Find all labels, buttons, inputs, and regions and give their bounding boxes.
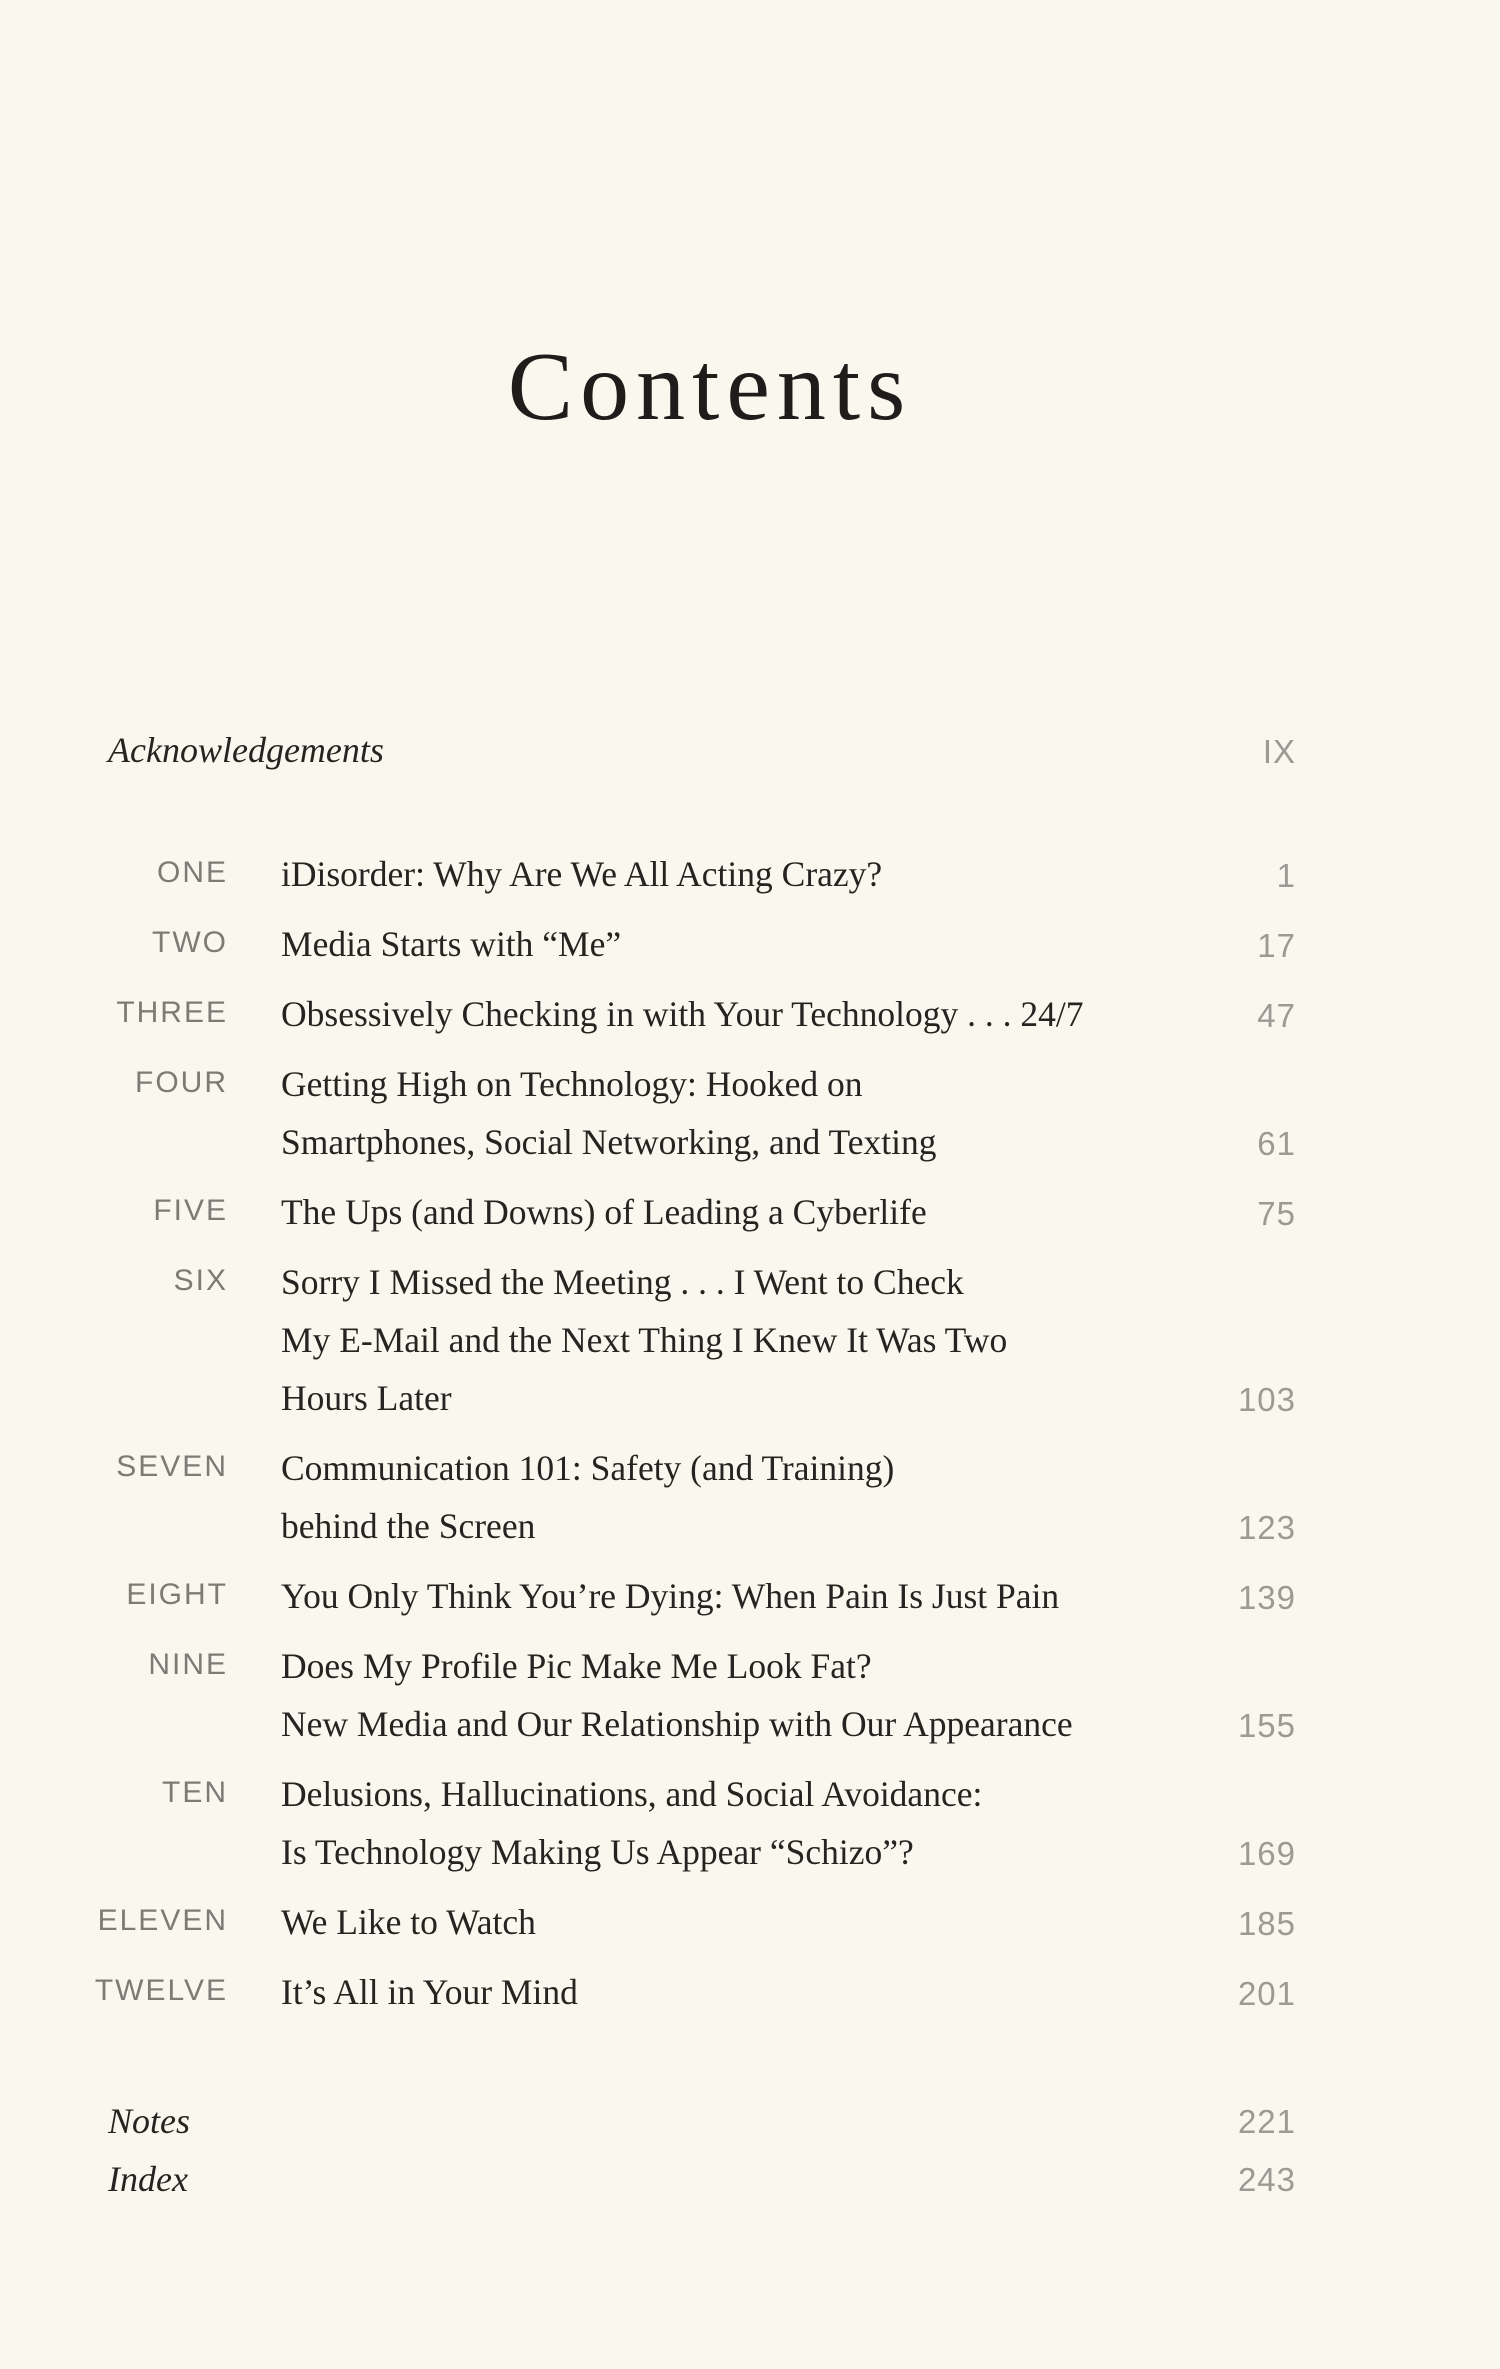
chapter-number: ONE — [156, 856, 228, 889]
chapter-page: 75 — [1257, 1195, 1296, 1232]
chapter-number: FOUR — [135, 1066, 228, 1099]
chapter-title-line: New Media and Our Relationship with Our Appearance — [281, 1704, 1073, 1744]
chapter-page: 185 — [1237, 1905, 1296, 1942]
page-title: Contents — [507, 333, 913, 441]
chapter-number: FIVE — [153, 1194, 228, 1227]
chapter-number: SIX — [173, 1264, 228, 1297]
front-matter-page: IX — [1262, 733, 1296, 770]
chapter-number: THREE — [116, 996, 228, 1029]
chapter-title-line: behind the Screen — [281, 1506, 536, 1546]
back-matter-page: 221 — [1237, 2103, 1296, 2140]
chapter-title-line: It’s All in Your Mind — [281, 1972, 578, 2012]
chapter-page: 169 — [1237, 1835, 1296, 1872]
back-matter-label[interactable]: Notes — [108, 2101, 191, 2141]
chapter-number: SEVEN — [116, 1450, 228, 1483]
chapter-title-line: iDisorder: Why Are We All Acting Crazy? — [281, 854, 883, 894]
chapter-page: 123 — [1237, 1509, 1296, 1546]
chapter-title-line: Delusions, Hallucinations, and Social Avoidance: — [281, 1774, 983, 1814]
chapter-title-line: Smartphones, Social Networking, and Texting — [281, 1122, 937, 1162]
chapter-page: 17 — [1257, 927, 1296, 964]
chapter-title-line: Hours Later — [281, 1378, 452, 1418]
chapter-title-line: Does My Profile Pic Make Me Look Fat? — [281, 1646, 872, 1686]
chapter-number: ELEVEN — [97, 1904, 228, 1937]
chapter-page: 139 — [1237, 1579, 1296, 1616]
chapter-number: TEN — [162, 1776, 228, 1809]
chapter-title-line: Communication 101: Safety (and Training) — [281, 1448, 895, 1488]
chapter-page: 103 — [1237, 1381, 1296, 1418]
chapter-title-line: We Like to Watch — [281, 1902, 536, 1942]
chapter-title-line: Media Starts with “Me” — [281, 924, 622, 964]
chapter-number: TWO — [152, 926, 228, 959]
chapter-number: NINE — [148, 1648, 228, 1681]
back-matter-label[interactable]: Index — [108, 2159, 188, 2199]
chapter-number: TWELVE — [94, 1974, 228, 2007]
chapter-page: 1 — [1276, 857, 1296, 894]
chapter-page: 61 — [1257, 1125, 1296, 1162]
chapter-title-line: The Ups (and Downs) of Leading a Cyberlife — [281, 1192, 927, 1232]
chapter-page: 201 — [1237, 1975, 1296, 2012]
chapter-title-line: Is Technology Making Us Appear “Schizo”? — [281, 1832, 914, 1872]
chapter-page: 47 — [1257, 997, 1296, 1034]
chapter-title-line: Getting High on Technology: Hooked on — [281, 1064, 863, 1104]
front-matter-label[interactable]: Acknowledgements — [108, 730, 384, 770]
chapter-title-line: Obsessively Checking in with Your Technology . . . 24/7 — [281, 994, 1084, 1034]
chapter-title-line: Sorry I Missed the Meeting . . . I Went to Check — [281, 1262, 964, 1302]
chapter-page: 155 — [1237, 1707, 1296, 1744]
chapter-title-line: You Only Think You’re Dying: When Pain Is Just Pain — [281, 1576, 1060, 1616]
chapter-number: EIGHT — [126, 1578, 228, 1611]
back-matter-page: 243 — [1237, 2161, 1296, 2198]
chapter-title-line: My E-Mail and the Next Thing I Knew It Was Two — [281, 1320, 1008, 1360]
